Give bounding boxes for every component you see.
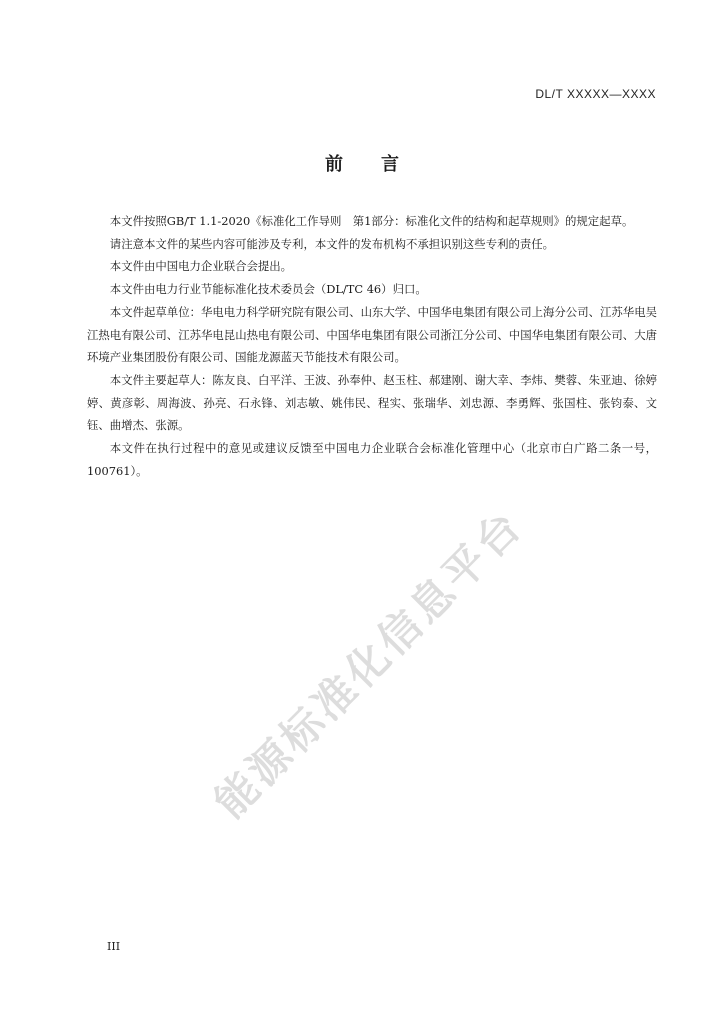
document-code: DL/T XXXXX—XXXX: [535, 87, 656, 101]
paragraph-patent-notice: 请注意本文件的某些内容可能涉及专利，本文件的发布机构不承担识别这些专利的责任。: [109, 236, 555, 251]
watermark: 能源标准化信息平台: [205, 500, 533, 828]
paragraph-proposed-by: 本文件由中国电力企业联合会提出。: [109, 259, 293, 274]
page-number: III: [107, 940, 121, 953]
paragraph-feedback: 本文件在执行过程中的意见或建议反馈至中国电力企业联合会标准化管理中心（北京市白广路二条一号，100761）。: [87, 441, 657, 478]
page-title: 前言: [325, 154, 437, 175]
paragraph-main-drafters: 本文件主要起草人：陈友良、白平洋、王波、孙奉仲、赵玉柱、郝建刚、谢大幸、李炜、樊蓉、朱亚迪、徐婷婷、黄彦彰、周海波、孙亮、石永锋、刘志敏、姚伟民、程实、张瑞华、刘忠源、李勇辉、张国柱、张钧泰、文钰、曲增杰、张源。: [87, 372, 657, 433]
body-text: [87, 210, 657, 482]
paragraph-standard-basis: 本文件按照GB/T 1.1-2020《标准化工作导则 第1部分：标准化文件的结构和起草规则》的规定起草。: [109, 214, 634, 228]
paragraph-centralized-by: 本文件由电力行业节能标准化技术委员会（DL/TC 46）归口。: [109, 282, 427, 297]
paragraph-drafting-units: 本文件起草单位：华电电力科学研究院有限公司、山东大学、中国华电集团有限公司上海分公司、江苏华电吴江热电有限公司、江苏华电昆山热电有限公司、中国华电集团有限公司浙江分公司、中国华电集团有限公司、大唐环境产业集团股份有限公司、国能龙源蓝天节能技术有限公司。: [87, 304, 657, 365]
